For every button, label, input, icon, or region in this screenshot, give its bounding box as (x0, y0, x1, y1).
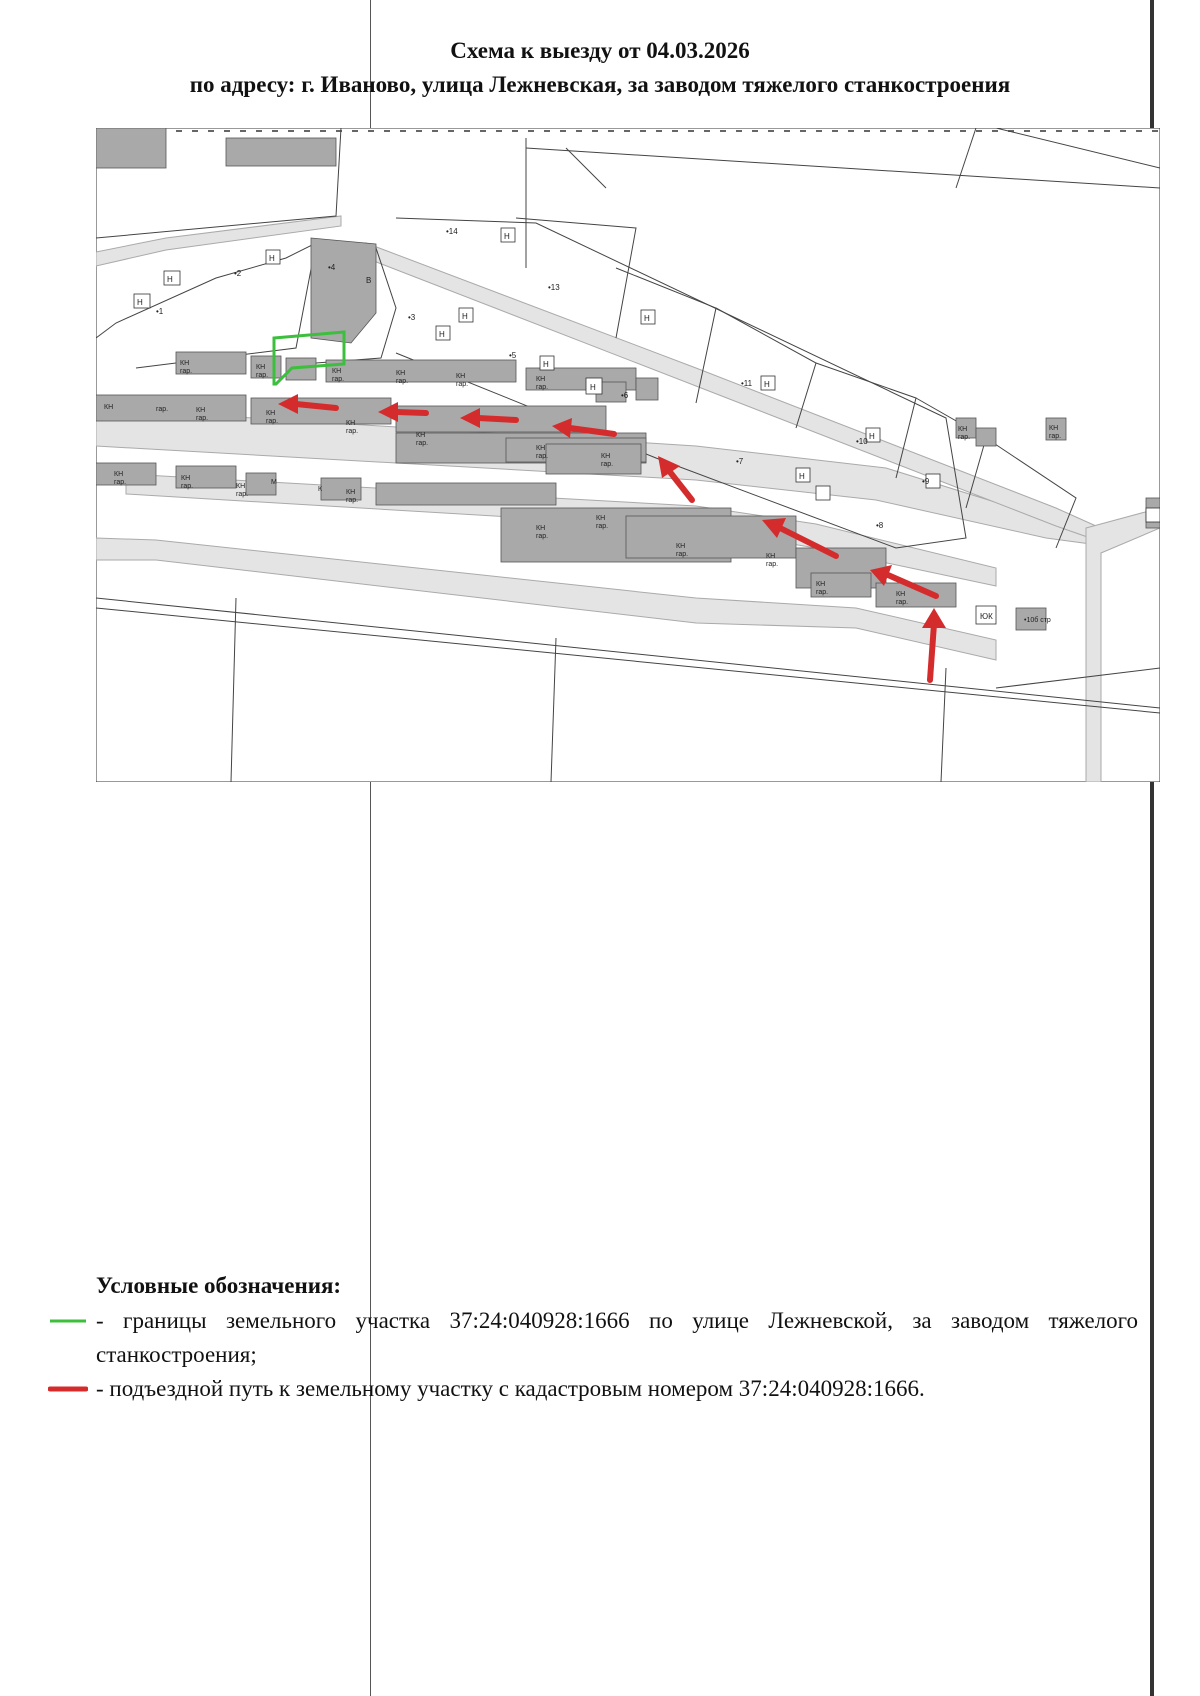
plot-label-6: •6 (621, 391, 629, 400)
plot-label-10: •10 (856, 437, 868, 446)
svg-text:КН: КН (536, 376, 546, 383)
svg-text:Н: Н (269, 254, 275, 263)
svg-text:Н: Н (799, 472, 805, 481)
svg-text:КН: КН (256, 364, 266, 371)
svg-text:гар.: гар. (601, 461, 614, 468)
legend-swatch-green (48, 1304, 88, 1338)
svg-text:КН: КН (266, 410, 276, 417)
svg-text:КН: КН (601, 453, 611, 460)
svg-text:КН: КН (396, 370, 406, 377)
svg-text:КН: КН (332, 368, 342, 375)
svg-text:КН: КН (1049, 425, 1059, 432)
plot-label-3: •3 (408, 313, 416, 322)
svg-text:КН: КН (958, 426, 968, 433)
svg-text:КН: КН (346, 420, 356, 427)
svg-text:гар.: гар. (236, 491, 249, 498)
svg-text:гар.: гар. (536, 453, 549, 460)
svg-text:гар.: гар. (256, 372, 269, 379)
svg-text:гар.: гар. (596, 523, 609, 530)
svg-text:гар.: гар. (396, 378, 409, 385)
cadastral-map (96, 128, 1160, 782)
svg-text:гар.: гар. (266, 418, 279, 425)
svg-text:ЮК: ЮК (980, 612, 993, 621)
legend-heading: Условные обозначения: (96, 1273, 342, 1298)
page-subtitle: по адресу: г. Иваново, улица Лежневская, за заводом тяжелого станкостроения (189, 72, 1011, 97)
legend-item-route (48, 1372, 1138, 1406)
plot-label-5: •5 (509, 351, 517, 360)
legend-text-boundary: - границы земельного участка 37:24:040928:1666 по улице Лежневской, за заводом тяжелого станкостроения; (96, 1308, 1138, 1367)
page-title: Схема к выезду от 04.03.2026 (450, 38, 750, 63)
svg-text:КН: КН (114, 471, 124, 478)
svg-text:М: М (271, 479, 277, 486)
svg-text:КН: КН (896, 591, 906, 598)
svg-text:Н: Н (167, 275, 173, 284)
svg-text:гар.: гар. (896, 599, 909, 606)
svg-text:гар.: гар. (766, 561, 779, 568)
svg-text:гар.: гар. (180, 368, 193, 375)
legend-item-boundary (48, 1304, 1138, 1372)
legend (48, 1268, 1138, 1406)
svg-text:Н: Н (543, 360, 549, 369)
svg-text:гар.: гар. (676, 551, 689, 558)
svg-text:гар.: гар. (196, 415, 209, 422)
svg-text:К: К (318, 486, 323, 493)
svg-text:КН: КН (816, 581, 826, 588)
svg-text:Н: Н (644, 314, 650, 323)
plot-label-8: •8 (876, 521, 884, 530)
svg-text:В: В (366, 276, 372, 285)
plot-label-1: •1 (156, 307, 164, 316)
svg-text:гар.: гар. (181, 483, 194, 490)
svg-text:гар.: гар. (536, 384, 549, 391)
svg-text:КН: КН (181, 475, 191, 482)
svg-text:КН: КН (536, 525, 546, 532)
svg-text:гар.: гар. (958, 434, 971, 441)
plot-label-14: •14 (446, 227, 458, 236)
svg-text:гар.: гар. (536, 533, 549, 540)
svg-text:гар.: гар. (416, 440, 429, 447)
svg-text:Н: Н (462, 312, 468, 321)
svg-text:гар.: гар. (346, 428, 359, 435)
plot-label-2: •2 (234, 269, 242, 278)
svg-text:гар.: гар. (114, 479, 127, 486)
svg-text:гар.: гар. (156, 406, 169, 413)
plot-label-7: •7 (736, 457, 744, 466)
svg-text:КН: КН (456, 373, 466, 380)
svg-text:гар.: гар. (456, 381, 469, 388)
svg-text:гар.: гар. (816, 589, 829, 596)
plot-label-4: •4 (328, 263, 336, 272)
svg-text:Н: Н (869, 432, 875, 441)
svg-text:КН: КН (416, 432, 426, 439)
svg-text:Н: Н (439, 330, 445, 339)
svg-text:гар.: гар. (1049, 433, 1062, 440)
svg-text:КН: КН (536, 445, 546, 452)
plot-label-10b: •10б стр (1024, 617, 1051, 624)
svg-text:Н: Н (590, 383, 596, 392)
svg-text:гар.: гар. (332, 376, 345, 383)
svg-text:Н: Н (504, 232, 510, 241)
svg-text:КН: КН (236, 483, 246, 490)
svg-text:Н: Н (137, 298, 143, 307)
plot-label-13: •13 (548, 283, 560, 292)
svg-text:КН: КН (196, 407, 206, 414)
svg-text:гар.: гар. (346, 497, 359, 504)
legend-swatch-red (48, 1372, 88, 1406)
svg-text:КН: КН (596, 515, 606, 522)
svg-text:КН: КН (676, 543, 686, 550)
svg-text:Н: Н (764, 380, 770, 389)
svg-text:КН: КН (766, 553, 776, 560)
svg-text:КН: КН (346, 489, 356, 496)
svg-text:КН: КН (104, 404, 114, 411)
legend-text-route: - подъездной путь к земельному участку с кадастровым номером 37:24:040928:1666. (96, 1376, 925, 1401)
svg-text:КН: КН (180, 360, 190, 367)
plot-label-11: •11 (741, 379, 753, 388)
plot-label-9: •9 (922, 477, 930, 486)
